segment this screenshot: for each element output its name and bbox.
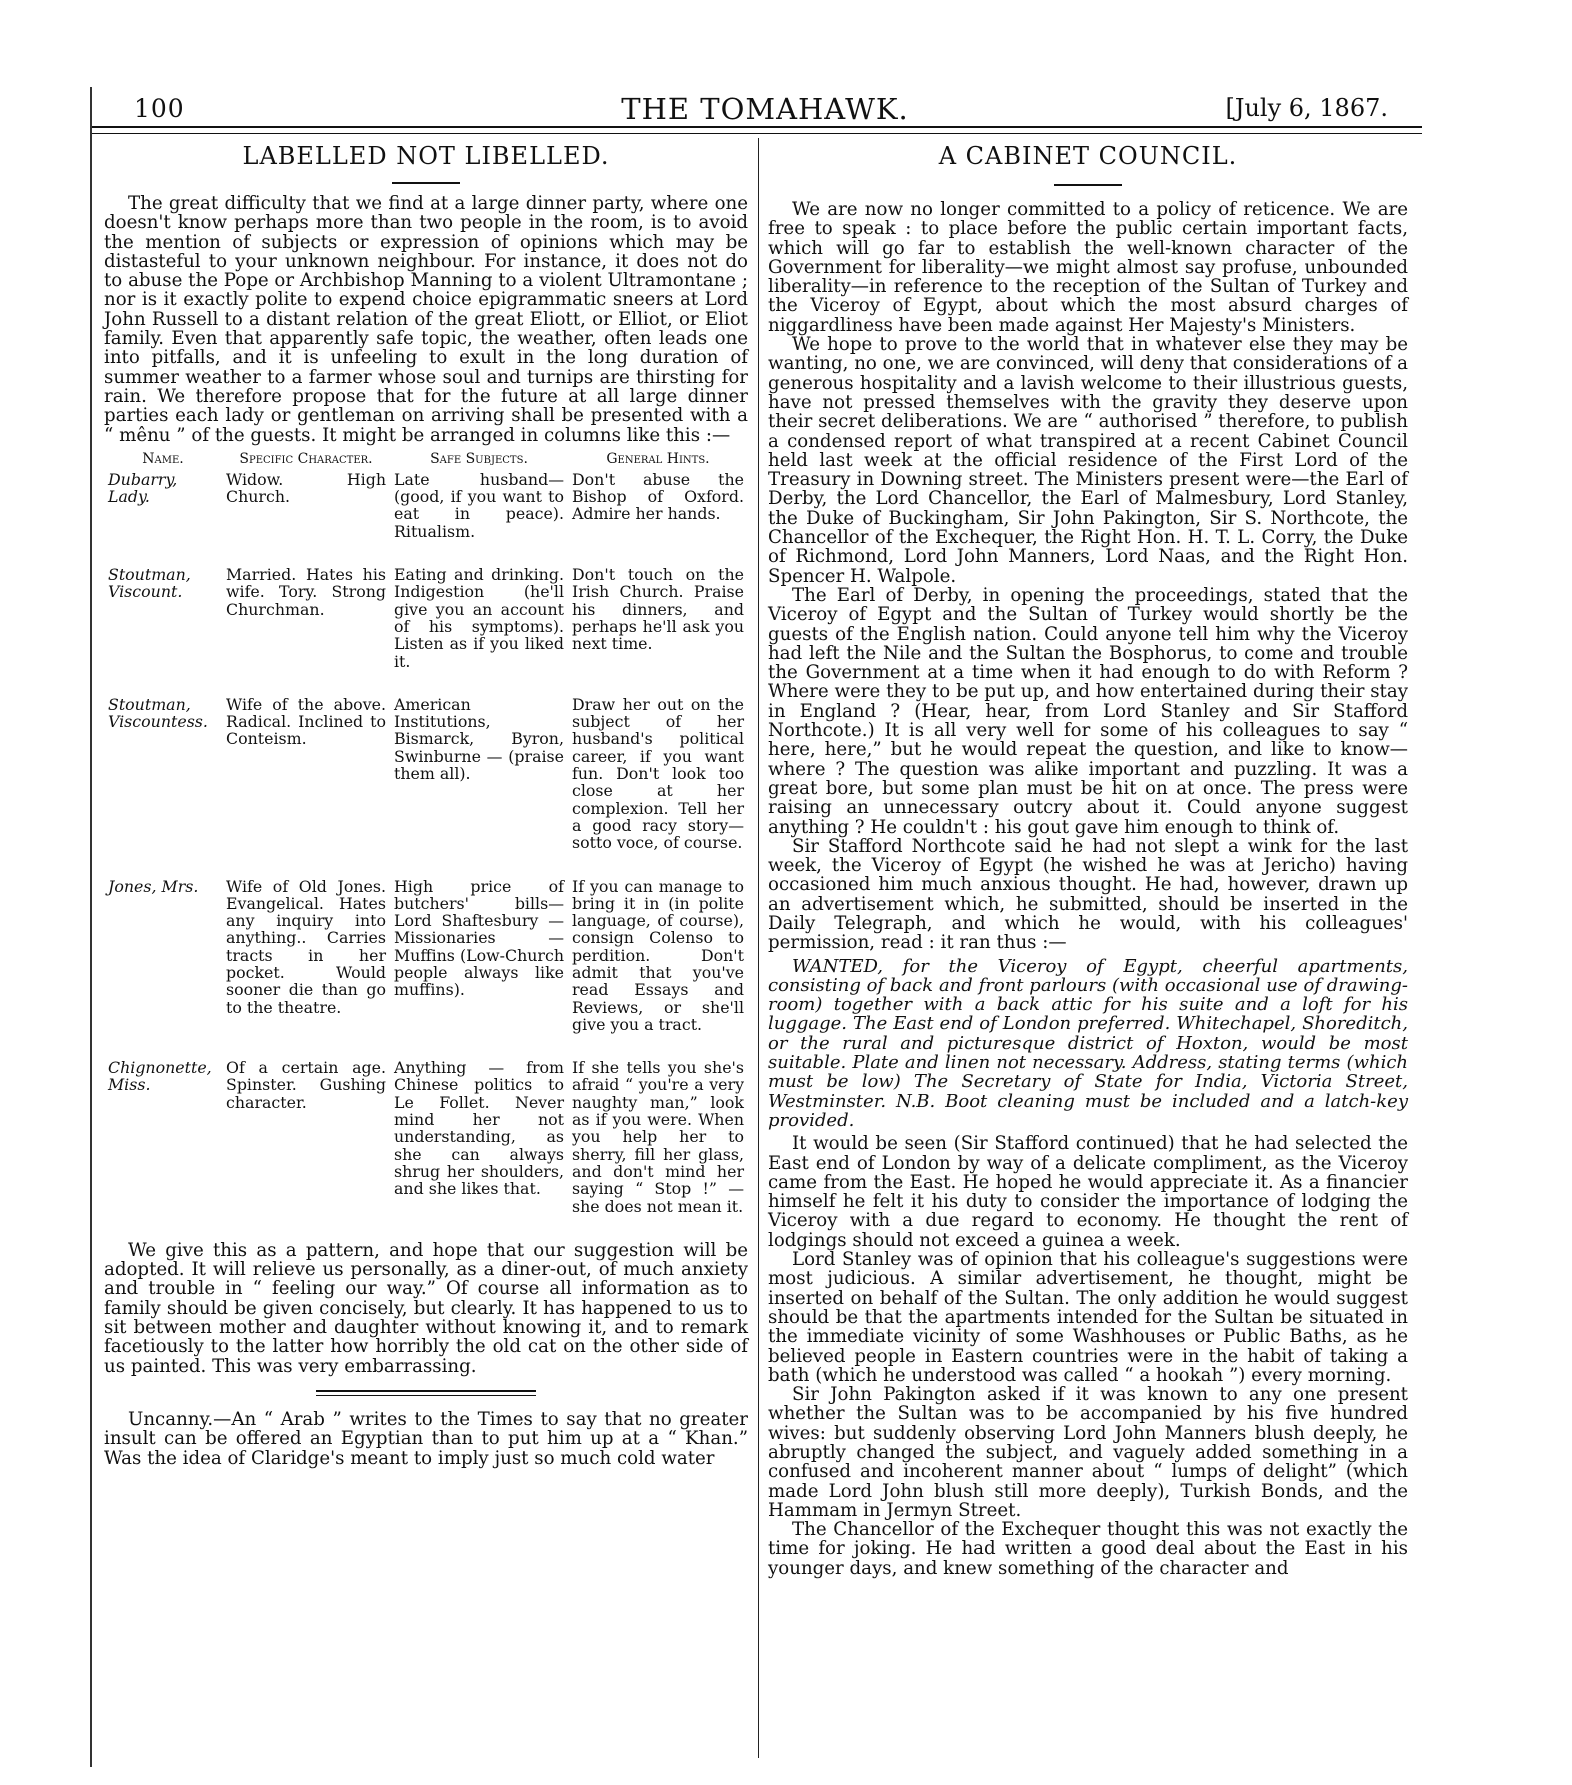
col-header-character: Specific Character. [239, 450, 373, 467]
article-paragraph: We hope to prove to the world that in whatever else they may be wanting, no one, we are convinced, will deny that considerations of a generous hospitality and a lavish welcome to their illustrious guests, have not pressed themselves with the gravity they deserve upon their secret deliberations. We are “ authorised ” therefore, to publish a condensed report of what transpired at a recent Cabinet Council held last week at the official residence of the First Lord of the Treasury in Downing street. The Ministers present were—the Earl of Derby, the Lord Chancellor, the Earl of Malmesbury, Lord Stanley, the Duke of Buckingham, Sir John Pakington, Sir S. Northcote, the Chancellor of the Exchequer, the Right Hon. H. T. L. Corry, the Duke of Richmond, Lord John Manners, Lord Naas, and the Right Hon. Spencer H. Walpole. [768, 334, 1408, 587]
article-paragraph: We are now no longer committed to a policy of reticence. We are free to speak : to place before the public certain important facts, which will go far to establish the well-known character of the Government for liberality—we might almost say profuse, unbounded liberality—in reference to the reception of the Sultan of Turkey and the Viceroy of Egypt, about which the most absurd charges of niggardliness have been made against Her Majesty's Ministers. [768, 199, 1408, 336]
guest-name: Stoutman, Viscount. [108, 565, 191, 602]
left-column [104, 142, 748, 1468]
guest-hints: If she tells you she's afraid “ you're a very naughty man,” look as if you were. When you help her to sherry, fill her glass, and don't mind her saying “ Stop !” — she does not mean it. [572, 1058, 744, 1216]
guest-name: Dubarry, Lady. [108, 469, 178, 507]
right-column [768, 142, 1408, 1578]
header-rule-thin [92, 133, 1422, 134]
guest-safe-subjects: American Institutions, Bismarck, Byron, Swinburne — (praise them all). [394, 694, 564, 784]
table-row [104, 1059, 748, 1241]
header-rule [92, 126, 1422, 128]
guest-character: Widow. High Church. [226, 469, 386, 507]
article-paragraph: It would be seen (Sir Stafford continued) that he had selected the East end of London by way of a delicate compliment, as the Viceroy came from the East. He hoped he would appreciate it. As a financier himself he felt it his duty to consider the importance of lodging the Viceroy with a due regard to economy. He thought the rent of lodgings should not exceed a guinea a week. [768, 1133, 1408, 1251]
table-row [104, 878, 748, 1060]
article-paragraph: The Chancellor of the Exchequer thought this was not exactly the time for joking. He had written a good deal about the East in his younger days, and knew something of the character and [768, 1519, 1408, 1579]
guest-safe-subjects: High price of butchers' bills— Lord Shaftesbury — Missionaries — Muffins (Low-Church people always like muffins). [394, 876, 564, 1000]
guest-hints: Don't abuse the Bishop of Oxford. Admire her hands. [572, 469, 744, 524]
article-paragraph: Sir John Pakington asked if it was known to any one present whether the Sultan was to be accompanied by his five hundred wives: but suddenly observing Lord John Manners blush deeply, he abruptly changed the subject, and vaguely added something in a confused and incoherent manner about “ lumps of delight” (which made Lord John blush still more deeply), Turkish Bonds, and the Hammam in Jermyn Street. [768, 1384, 1408, 1521]
guest-character: Of a certain age. Spinster. Gushing character. [226, 1058, 386, 1112]
guest-character: Married. Hates his wife. Tory. Strong Churchman. [226, 565, 386, 619]
article-closing: We give this as a pattern, and hope that our suggestion will be adopted. It will relieve us personally, as a diner-out, of much anxiety and trouble in “ feeling our way.” Of course all information as to family should be given concisely, but clearly. It has happened to us to sit between mother and daughter without knowing it, and to remark facetiously to the latter how horribly the old cat on the other side of us painted. This was very embarrassing. [104, 1239, 748, 1377]
guest-hints: Don't touch on the Irish Church. Praise his dinners, and perhaps he'll ask you next time. [572, 565, 744, 654]
page-edge [90, 87, 92, 1767]
guest-safe-subjects: Eating and drinking. Indigestion (he'll give you an account of his symptoms). Listen as if you liked it. [394, 565, 564, 671]
issue-date: [July 6, 1867. [1225, 94, 1388, 122]
guest-name: Jones, Mrs. [108, 876, 199, 896]
article-paragraph: The Earl of Derby, in opening the proceedings, stated that the Viceroy of Egypt and the Sultan of Turkey would shortly be the guests of the English nation. Could anyone tell him why the Viceroy had left the Nile and the Sultan the Bosphorus, to come and trouble the Government at a time when it had enough to do with Reform ? Where were they to be put up, and how entertained during their stay in England ? (Hear, hear, from Lord Stanley and Sir Stafford Northcote.) It is all very well for some of his colleagues to say “ here, here,” but he would repeat the question, and like to know—where ? The question was alike important and puzzling. It was a great bore, but some plan must be hit on at once. The press were raising an unnecessary outcry about it. Could anyone suggest anything ? He couldn't : his gout gave him enough to think of. [768, 584, 1408, 838]
guest-name: Stoutman, Viscountess. [108, 694, 208, 732]
guest-hints: If you can manage to bring it in (in polite language, of course), consign Colenso to perdition. Don't admit that you've read Essays and Reviews, or she'll give you a tract. [572, 876, 744, 1034]
article-paragraph: Lord Stanley was of opinion that his colleague's suggestions were most judicious. A similar advertisement, he thought, might be inserted on behalf of the Sultan. The only addition he would suggest should be that the apartments intended for the Sultan be situated in the immediate vicinity of some Washhouses or Public Baths, as he believed people in Eastern countries were in the habit of taking a bath (which he understood was called “ a hookah ”) every morning. [768, 1249, 1408, 1386]
col-header-hints: General Hints. [606, 450, 710, 467]
article-title-cabinet: A CABINET COUNCIL. [938, 142, 1238, 170]
guest-hints: Draw her out on the subject of her husband's political career, if you want fun. Don't look too close at her complexion. Tell her a good racy story—sotto voce, of course. [572, 694, 744, 853]
table-header-row [104, 451, 748, 471]
guest-table [104, 451, 748, 1241]
column-divider [758, 138, 759, 1758]
table-row [104, 566, 748, 696]
title-rule [392, 182, 460, 184]
guest-character: Wife of the above. Radical. Inclined to Conteism. [226, 694, 386, 749]
article-paragraph: Sir Stafford Northcote said he had not slept a wink for the last week, the Viceroy of Egypt (he wished he was at Jericho) having occasioned him much anxious thought. He had, however, drawn up an advertisement which, he submitted, should be inserted in the Daily Telegraph, and which he would, with his colleagues' permission, read : it ran thus :— [768, 835, 1408, 954]
uncanny-note: Uncanny.—An “ Arab ” writes to the Times to say that no greater insult can be offered an Egyptian than to put him up at a “ Khan.” Was the idea of Claridge's meant to imply just so much cold water [104, 1408, 748, 1469]
guest-safe-subjects: Late husband— (good, if you want to eat in peace). Ritualism. [394, 469, 564, 541]
col-header-subjects: Safe Subjects. [430, 450, 528, 467]
page-number: 100 [134, 94, 185, 123]
guest-safe-subjects: Anything — from Chinese politics to Le Follet. Never mind her not understanding, as she can always shrug her shoulders, and she likes that. [394, 1058, 564, 1199]
article-intro: The great difficulty that we find at a large dinner party, where one doesn't know perhaps more than two people in the room, is to avoid the mention of subjects or expression of opinions which may be distasteful to your unknown neighbour. For instance, it does not do to abuse the Pope or Archbishop Manning to a violent Ultramontane ; nor is it exactly polite to expend choice epigrammatic sneers at Lord John Russell to a distant relation of the great Eliott, or Elliot, or Eliot family. Even that apparently safe topic, the weather, often leads one into pitfalls, and it is unfeeling to exult in the long duration of summer weather to a farmer whose soul and turnips are thirsting for rain. We therefore propose that for the future at all large dinner parties each lady or gentleman on arriving shall be presented with a “ mênu ” of the guests. It might be arranged in columns like this :— [104, 193, 748, 446]
publication-title: THE TOMAHAWK. [621, 92, 909, 126]
article-title-labelled: LABELLED NOT LIBELLED. [242, 142, 610, 170]
advertisement: WANTED, for the Viceroy of Egypt, cheerful apartments, consisting of back and front parlours (with occasional use of drawing-room) together with a back attic for his suite and a loft for his luggage. The East end of London preferred. Whitechapel, Shoreditch, or the rural and picturesque district of Hoxton, would be most suitable. Plate and linen not necessary. Address, stating terms (which must be low) The Secretary of State for India, Victoria Street, Westminster. N.B. Boot cleaning must be included and a latch-key provided. [768, 955, 1408, 1131]
guest-name: Chignonette, Miss. [108, 1058, 212, 1095]
table-row [104, 471, 748, 566]
table-row [104, 696, 748, 878]
guest-character: Wife of Old Jones. Evangelical. Hates any inquiry into anything.. Carries tracts in her pocket. Would sooner die than go to the theatre. [226, 876, 386, 1017]
col-header-name: Name. [142, 450, 184, 467]
title-rule [1054, 184, 1122, 186]
section-rule [316, 1390, 536, 1396]
